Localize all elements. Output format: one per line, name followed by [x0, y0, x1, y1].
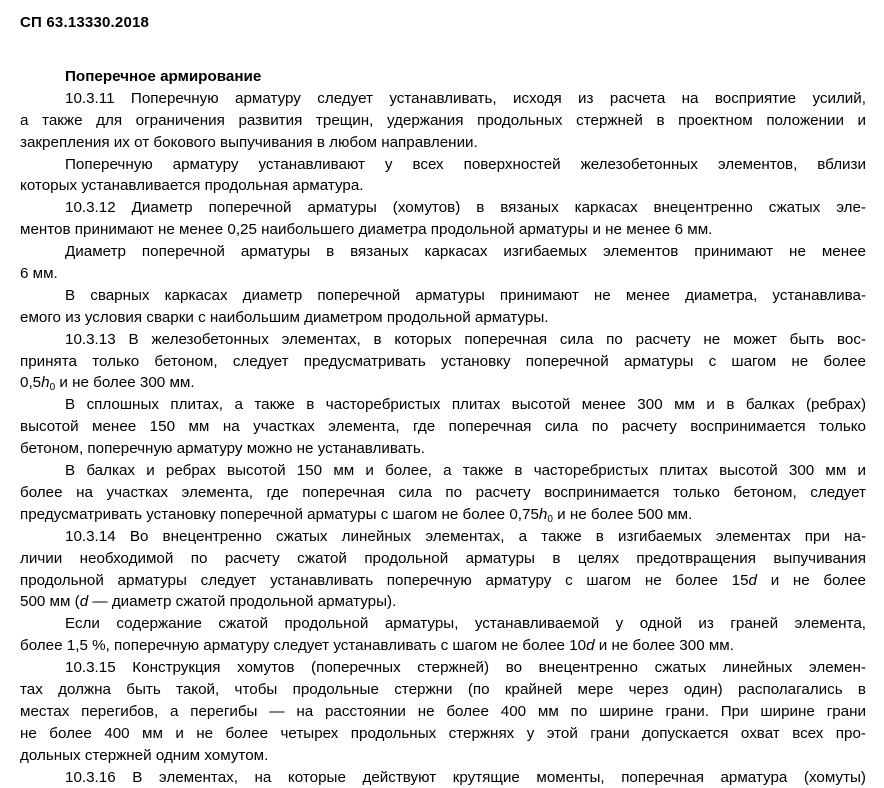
- text-line: высотой менее 150 мм на участках элемента, где поперечная сила по расчету воспринимается только: [20, 418, 866, 436]
- text-line: более 1,5 %, поперечную арматуру следует устанавливать с шагом не более 10d и не более 300 мм.: [20, 637, 734, 655]
- math-variable: h: [41, 374, 50, 392]
- text-line: личии необходимой по расчету сжатой продольной арматуры в целях предотвращения выпучивания: [20, 549, 866, 567]
- text-line: 10.3.11 Поперечную арматуру следует устанавливать, исходя из расчета на восприятие усилий,: [65, 89, 866, 107]
- text-line: дольных стержней одним хомутом.: [20, 746, 269, 764]
- text-line: 10.3.16 В элементах, на которые действуют крутящие моменты, поперечная арматура (хомуты): [65, 768, 866, 786]
- text-line: ментов принимают не менее 0,25 наибольшего диаметра продольной арматуры и не менее 6 мм.: [20, 221, 713, 239]
- text-line: не более 400 мм и не более четырех продольных стержнях у этой грани допускается охват всех про-: [20, 724, 866, 742]
- text-line: 6 мм.: [20, 265, 58, 283]
- text-line: принята только бетоном, следует предусматривать установку поперечной арматуры с шагом не более: [20, 352, 866, 370]
- math-variable: h: [538, 505, 548, 523]
- text-line: местах перегибов, а перегибы — на расстоянии не более 400 мм по ширине грани. При ширине грани: [20, 702, 866, 720]
- text-line: 10.3.13 В железобетонных элементах, в которых поперечная сила по расчету не может быть вос-: [65, 330, 866, 348]
- text-line: 10.3.14 Во внецентренно сжатых линейных элементах, а также в изгибаемых элементах при на-: [65, 527, 866, 545]
- text-line: 10.3.12 Диаметр поперечной арматуры (хомутов) в вязаных каркасах внецентренно сжатых эле-: [65, 199, 866, 217]
- text-line: $0,5h_0$ и не более 300 мм.: [20, 374, 195, 394]
- text-line: которых устанавливается продольная арматура.: [20, 177, 364, 195]
- text-line: Диаметр поперечной арматуры в вязаных каркасах изгибаемых элементов принимают не менее: [65, 243, 866, 261]
- text-line: 500 мм (d — диаметр сжатой продольной арматуры).: [20, 593, 397, 611]
- document-body: [20, 66, 866, 788]
- subscript: 0: [49, 382, 56, 394]
- math-variable: d: [79, 593, 89, 611]
- subscript: 0: [547, 513, 553, 525]
- text-line: а также для ограничения развития трещин, удержания продольных стержней в проектном положении и: [20, 111, 866, 129]
- section-heading: Поперечное армирование: [65, 68, 262, 85]
- text-line: 10.3.15 Конструкция хомутов (поперечных стержней) во внецентренно сжатых линейных элемен-: [65, 659, 866, 677]
- text-line: предусматривать установку поперечной арматуры с шагом не более $0,75h_0$ и не более 500 мм.: [20, 505, 693, 525]
- text-line: Поперечную арматуру устанавливают у всех поверхностей железобетонных элементов, вблизи: [65, 155, 866, 173]
- text-line: тах должна быть такой, чтобы продольные стержни (по крайней мере через один) располагались в: [20, 680, 866, 698]
- text-line: В балках и ребрах высотой 150 мм и более, а также в часторебристых плитах высотой 300 мм и: [65, 462, 866, 480]
- math-variable: d: [748, 571, 757, 589]
- text-line: продольной арматуры следует устанавливать поперечную арматуру с шагом не более 15d и не более: [20, 571, 866, 589]
- text-line: емого из условия сварки с наибольшим диаметром продольной арматуры.: [20, 308, 549, 326]
- text-line: более на участках элемента, где поперечная сила по расчету воспринимается только бетоном, следует: [20, 483, 866, 501]
- text-line: В сплошных плитах, а также в часторебристых плитах высотой менее 300 мм и в балках (ребрах): [65, 396, 866, 414]
- text-line: Если содержание сжатой продольной арматуры, устанавливаемой у одной из граней элемента,: [65, 615, 866, 633]
- text-line: В сварных каркасах диаметр поперечной арматуры принимают не менее диаметра, устанавлива-: [65, 286, 866, 304]
- text-line: закрепления их от бокового выпучивания в любом направлении.: [20, 133, 478, 151]
- paragraph-lines: [20, 88, 866, 788]
- text-line: бетоном, поперечную арматуру можно не устанавливать.: [20, 440, 425, 458]
- document-code-header: СП 63.13330.2018: [20, 14, 150, 31]
- math-variable: d: [586, 637, 595, 655]
